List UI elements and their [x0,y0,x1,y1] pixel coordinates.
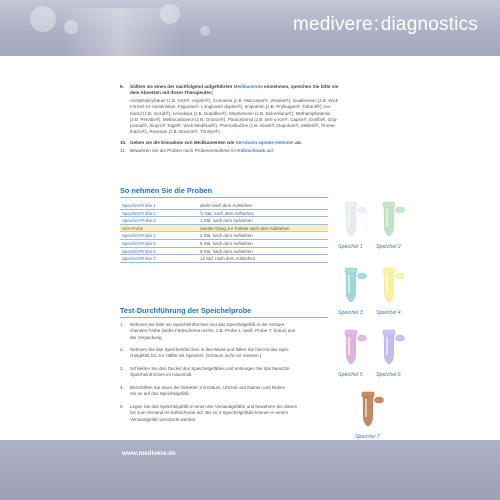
medication-intro-text: dem Absetzen mit Ihrem Therapeuten: [130,90,214,96]
samples-table [120,202,328,263]
sample-name: Speichel-Probe 4 [122,233,156,239]
tube-label: Speichel 7 [355,434,380,440]
item-11-text-a: Bewahren Sie die Proben nach Probenentnahme im [130,148,238,153]
brand-name: medivere [292,14,373,35]
step-text-line: Sie es auf das Speichelgefäß. [130,391,190,397]
tube-cap [362,392,374,397]
medication-list-line: niazid (z.B. Isozid®), Levodopa (z.B. Dopaflex®), Mephenesin (z.B. DoloVisano®), Methamphetamin [130,110,331,116]
tube-cap [345,268,357,273]
tube-icon [340,200,370,244]
brand-separator-icon: : [373,14,380,35]
sample-time: ½ Std. nach dem Aufstehen [200,210,254,216]
sample-time: 12 Std. nach dem Aufstehen [200,256,256,262]
tube-body [363,397,373,426]
tube-body [384,335,394,364]
table-row [120,240,328,248]
tube-cap [383,202,395,207]
step-text-line: Speichelröhrchen im Hausmüll. [130,372,193,378]
step-number: 1. [120,322,124,327]
tube-cap [345,202,357,207]
banner-bubble [160,4,180,24]
sample-name: Urin-Probe [122,225,144,231]
footer-banner [0,440,500,500]
table-row [120,225,328,233]
medication-list-line: Formel 44 Hustenlöser, Fagusan®, Longtussin duplex®), Imipramin (z.B. Pryleugan®, Tofranil®), Iso- [130,104,332,110]
table-row [120,255,328,263]
tube-lid [396,335,405,341]
tube-icon [357,390,387,434]
tube-lid [396,273,405,279]
banner-bubble [64,20,78,34]
tube-shine [386,209,388,227]
banner-bubble [30,6,56,32]
tube-body [384,273,394,302]
tube-shine [386,337,388,355]
tube-body [346,207,356,236]
tube-icon [378,328,408,372]
medication-list-line: Acetylsalicylsäure (z.B. ASS®, Aspirin®), Cumarine (z.B. Marcumar®, Venalot®), Guaifenesin (z.B. Wick [130,98,339,103]
step-text [130,404,385,423]
step-text-line: der Verpackung. [130,334,163,340]
tube-label: Speichel 3 [338,310,363,316]
tube-shine [348,275,350,293]
tube-cap [383,330,395,335]
sample-tube [340,328,370,377]
tube-lid [358,335,367,341]
tube-lid [375,397,384,403]
tube-shine [365,399,367,417]
medication-highlight: Medikamente [233,84,263,89]
step-text-line: chelgefäß bis zur Hälfte mit Speichel. (Schaum nicht mit messen.) [130,353,262,359]
item-number: 9. [120,84,124,89]
medication-list [130,98,392,136]
sample-time: 8 Std. nach dem Aufstehen [200,248,253,254]
sample-time: 5 Std. nach dem Aufstehen [200,240,253,246]
tube-label: Speichel 5 [338,372,363,378]
table-row [120,210,328,218]
step-number: 4. [120,385,124,390]
item-number: 11. [120,148,127,153]
sample-tube [378,200,408,249]
sample-name: Speichel-Probe 5 [122,240,156,246]
tube-cap [345,330,357,335]
sample-tube [340,200,370,249]
sample-name: Speichel-Probe 3 [122,218,156,224]
tube-lid [358,273,367,279]
sample-name: Speichel-Probe 6 [122,248,156,254]
step-text-line: Nehmen Sie bitte ein Speichelröhrchen und das Speichelgefäß in der entspre- [130,322,286,327]
item-10-text [130,140,392,146]
tube-shine [348,337,350,355]
tube-body [384,207,394,236]
website-url[interactable]: www.medivere.de [122,450,176,457]
item-11-highlight: Kühlschrank [237,148,266,153]
tube-cap [383,268,395,273]
tube-shine [386,275,388,293]
step-text [130,385,385,398]
step-text-line: chenden Farbe (siehe Farbschema rechts, z.B. Probe 1: weiß, Probe 7: braun) aus [130,328,296,334]
step-number: 5. [120,404,124,409]
banner-bubble [200,26,210,36]
item-number: 10. [120,140,127,145]
medication-intro-text: Sollten sie eines der nachfolgend aufgeführten [130,84,234,89]
tube-label: Speichel 1 [338,244,363,250]
section-title-procedure: Test-Durchführung der Speichelprobe [120,306,252,315]
step-text-line: Versandgefäß verschickt werden. [130,416,197,422]
tube-label: Speichel 6 [376,372,401,378]
tube-icon [340,266,370,310]
section-divider [120,317,328,318]
tube-label: Speichel 2 [376,244,401,250]
sample-time: 2 Std. nach dem Aufstehen [200,233,253,239]
step-text-line: bis zum Versand im Kühlschrank auf. Bis zu 4 Speichelgefäße können in einem [130,410,289,416]
medication-list-line: postad®, Sinpro® Togal®, Wick MediNait®), Phenothiazine (z.B. Aliosil®, Dapotum®, Melleril®, Prome- [130,123,336,129]
sample-time: 1 Std. nach dem Aufstehen [200,218,253,224]
medication-intro-line [130,90,392,96]
step-text-line: Schließen Sie den Deckel des Speichelgefäßes und entsorgen Sie das benutzte [130,366,290,371]
sample-tube [378,266,408,315]
sample-tube [357,390,387,439]
table-row [120,248,328,256]
medication-list-line: thazin®), Reserpin (z.B. Briserin®, Triniton®) [130,129,220,135]
item-11-text [130,148,392,154]
sample-time: zweiter Gang zur Toilette nach dem Aufstehen [200,225,290,231]
medication-intro [130,84,392,97]
tube-label: Speichel 4 [376,310,401,316]
sample-name: Speichel-Probe 2 [122,210,156,216]
step-text-line: Beschriften Sie eines der Etiketten mit Datum, Uhrzeit und Namen und kleben [130,385,286,390]
sample-name: Speichel-Probe 1 [122,203,156,208]
item-10-text-c: an. [293,140,302,145]
item-10-text-a: Geben sie die Einnahme von Medikamenten wie [130,140,236,145]
table-row [120,202,328,210]
tube-shine [348,209,350,227]
tube-body [346,273,356,302]
section-title-samples: So nehmen Sie die Proben [120,186,213,195]
brand-suffix: diagnostics [380,14,478,35]
sample-name: Speichel-Probe 7 [122,256,156,262]
tube-lid [358,207,367,213]
tube-icon [340,328,370,372]
header-banner [0,0,500,56]
step-number: 2. [120,347,124,352]
tube-icon [378,266,408,310]
medication-intro-text: einnehmen, sprechen Sie bitte vor [262,84,339,89]
step-number: 3. [120,366,124,371]
sample-tube [340,266,370,315]
tube-icon [378,200,408,244]
medication-list-line: (z.B. Pervitin®), Methocarbamol (z.B. Ortoton®), Paracetamol (z.B. ben-u-ron®, Captin®, Enelfa®, Grip- [130,116,338,122]
sample-tube [378,328,408,377]
item-11-text-c: auf. [265,148,275,153]
tube-lid [396,207,405,213]
brand-logo [293,14,478,36]
table-row [120,217,328,225]
step-text-line: Legen Sie das Speichelgefäß in einen der Versandgefäße und bewahren Sie dieses [130,404,298,409]
sample-time: direkt nach dem Aufstehen [200,203,252,208]
item-10-highlight: Serotonin-Uptake-Hemmer [235,140,294,145]
section-divider [120,197,328,198]
step-text-line: Nehmen Sie das Speichelröhrchen in den Mund und füllen Sie hiermit das Spei- [130,347,290,352]
tube-body [346,335,356,364]
table-row [120,232,328,240]
